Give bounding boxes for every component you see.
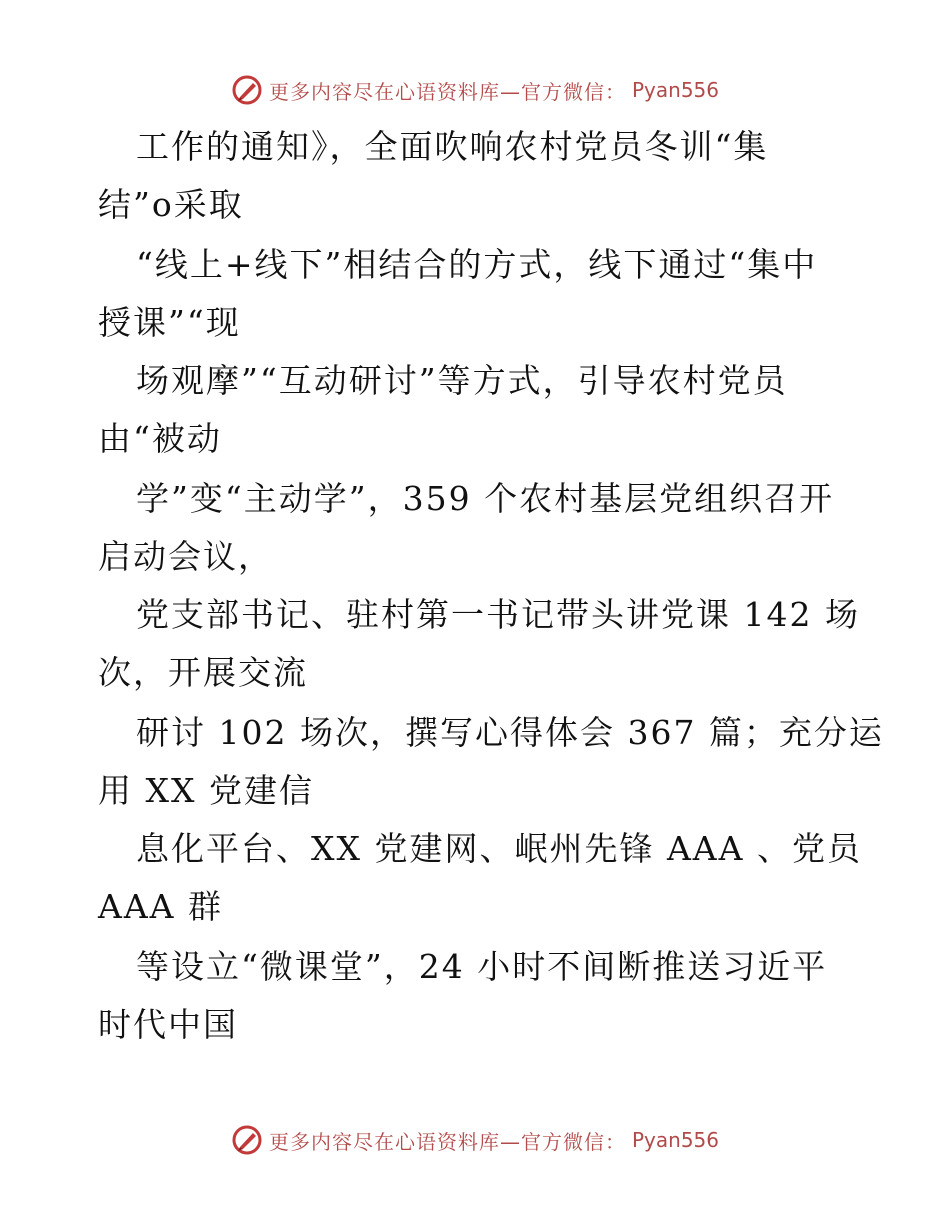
header-banner-text: 更多内容尽在心语资料库—官方微信： [268,79,626,104]
footer-banner [0,1120,950,1160]
text-line: 时代中国 [98,1005,238,1044]
text-line: 息化平台、XX 党建网、岷州先锋 AAA 、党员 [136,829,862,868]
text-line: 场观摩”“互动研讨”等方式，引导农村党员 [136,361,788,400]
text-line: 学”变“主动学”，359 个农村基层党组织召开 [136,479,835,518]
text-line: 用 XX 党建信 [98,771,314,810]
pen-logo-icon [231,74,263,106]
header-banner [0,70,950,110]
footer-banner-text: 更多内容尽在心语资料库—官方微信： [268,1129,626,1154]
text-line: “线上+线下”相结合的方式，线下通过“集中 [136,245,818,284]
text-line: 研讨 102 场次，撰写心得体会 367 篇；充分运 [136,713,884,752]
text-line: 启动会议， [98,537,273,576]
pen-logo-icon [231,1124,263,1156]
header-banner-handle: Pyan556 [631,78,719,102]
text-line: 授课”“现 [98,303,241,342]
text-line: 由“被动 [98,419,222,458]
text-line: 次，开展交流 [98,653,308,692]
footer-banner-handle: Pyan556 [631,1128,719,1152]
text-line: 等设立“微课堂”，24 小时不间断推送习近平 [136,947,828,986]
text-line: 结”o采取 [98,185,244,224]
text-line: 党支部书记、驻村第一书记带头讲党课 142 场 [136,595,860,634]
text-line: AAA 群 [98,887,223,926]
text-line: 工作的通知》，全面吹响农村党员冬训“集 [136,127,769,166]
